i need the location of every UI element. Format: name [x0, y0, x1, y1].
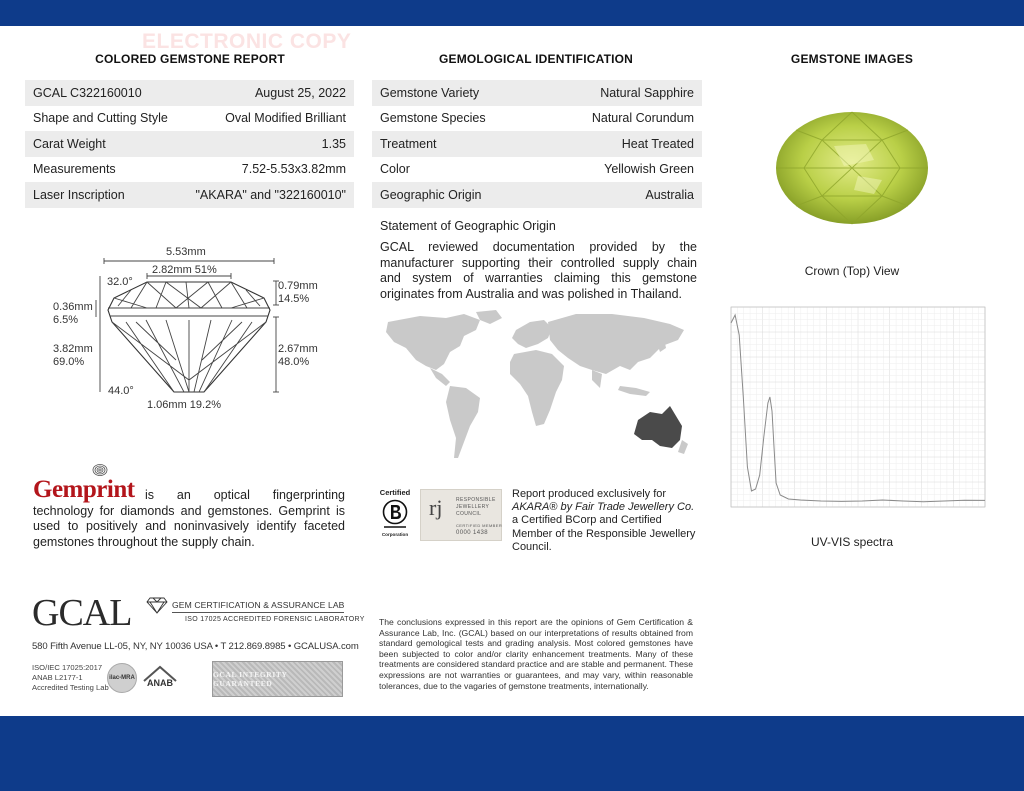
identification-row	[372, 157, 702, 183]
rjc-line2: JEWELLERY	[456, 504, 490, 510]
row-label: GCAL C322160010	[33, 85, 142, 100]
row-value: Natural Sapphire	[600, 85, 694, 100]
row-value: 1.35	[321, 136, 346, 151]
row-value: Oval Modified Brilliant	[225, 111, 346, 126]
ilac-label: ilac-MRA	[109, 675, 135, 681]
gemstone-image	[774, 110, 930, 226]
row-label: Geographic Origin	[380, 187, 482, 202]
table-label: 2.82mm 51%	[152, 264, 217, 276]
identification-row	[372, 106, 702, 132]
girdle-pct: 6.5%	[53, 314, 79, 326]
gemstone-drawing	[774, 110, 930, 226]
crown-height-pct: 14.5%	[278, 293, 310, 305]
spectrum-plot	[717, 303, 989, 523]
spectrum-grid	[731, 307, 985, 507]
accreditation-text	[32, 663, 112, 694]
row-value: "AKARA" and "322160010"	[195, 187, 346, 202]
depth-pct: 69.0%	[53, 356, 85, 368]
identification-row	[372, 80, 702, 106]
depth-label: 3.82mm	[53, 343, 93, 355]
row-value: Natural Corundum	[591, 111, 694, 126]
report-table	[25, 80, 354, 208]
row-label: Gemstone Variety	[380, 85, 480, 100]
rjc-line1: RESPONSIBLE	[456, 497, 496, 503]
identification-row	[372, 131, 702, 157]
bcorp-bottom-text: Corporation	[381, 532, 409, 537]
akara-line1: Report produced exclusively for	[512, 488, 667, 500]
top-band	[0, 0, 1024, 26]
world-map	[380, 308, 698, 470]
report-row	[25, 182, 354, 208]
integrity-seal	[212, 661, 343, 697]
report-row	[25, 80, 354, 106]
report-row	[25, 106, 354, 132]
rjc-member-number: 0000 1438	[456, 530, 488, 536]
gcal-subtitle: GEM CERTIFICATION & ASSURANCE LAB	[172, 600, 345, 610]
gcal-logo: GCAL	[32, 592, 132, 634]
origin-statement-body: GCAL reviewed documentation provided by the manufacturer supporting their controlled supply chain and system of warranties claiming this gemstone originates from Australia and was polished in Thailand.	[380, 240, 697, 301]
row-value: August 25, 2022	[254, 85, 346, 100]
report-row	[25, 157, 354, 183]
images-title: GEMSTONE IMAGES	[790, 52, 914, 66]
row-label: Gemstone Species	[380, 111, 486, 126]
proportion-diagram	[46, 240, 336, 415]
accreditation-line3: Accredited Testing Lab	[32, 683, 109, 693]
width-label: 5.53mm	[166, 246, 206, 258]
rjc-member-label: CERTIFIED MEMBER	[456, 523, 503, 528]
row-label: Color	[380, 162, 410, 177]
row-label: Shape and Cutting Style	[33, 111, 168, 126]
crown-view-caption: Crown (Top) View	[804, 264, 900, 278]
gcal-rule	[172, 612, 344, 613]
culet-label: 1.06mm 19.2%	[147, 399, 221, 411]
watermark: ELECTRONIC COPY	[142, 30, 352, 53]
crown-angle-label: 32.0°	[107, 276, 133, 288]
identification-title: GEMOLOGICAL IDENTIFICATION	[438, 52, 634, 66]
gemprint-logo: Gemprint	[33, 476, 135, 503]
pavilion-pct: 48.0%	[278, 356, 310, 368]
akara-statement	[512, 488, 702, 554]
report-row	[25, 131, 354, 157]
bcorp-badge	[377, 488, 413, 542]
row-value: Heat Treated	[621, 136, 694, 151]
gcal-subtitle2: ISO 17025 ACCREDITED FORENSIC LABORATORY	[185, 616, 365, 623]
accreditation-line2: ANAB L2177-1	[32, 673, 83, 683]
pavilion-label: 2.67mm	[278, 343, 318, 355]
akara-line3: a Certified BCorp and Certified Member of the Responsible Jewellery Council.	[512, 514, 696, 553]
integrity-label: GCAL INTEGRITY GUARANTEED	[213, 670, 288, 688]
identification-table	[372, 80, 702, 208]
row-value: Yellowish Green	[604, 162, 694, 177]
rjc-line3: COUNCIL	[456, 511, 482, 517]
bcorp-b-icon	[382, 499, 408, 529]
anab-seal	[140, 663, 180, 693]
accreditation-line1: ISO/IEC 17025:2017	[32, 663, 103, 672]
world-map-drawing	[380, 308, 698, 470]
rjc-badge	[420, 489, 502, 541]
row-label: Measurements	[33, 162, 116, 177]
row-label: Treatment	[380, 136, 437, 151]
bcorp-top-text: Certified	[379, 488, 411, 497]
row-label: Laser Inscription	[33, 187, 125, 202]
rjc-logo-icon: rj	[429, 495, 443, 520]
row-value: Australia	[645, 187, 694, 202]
origin-statement-title: Statement of Geographic Origin	[380, 219, 556, 233]
fingerprint-icon	[92, 463, 108, 476]
anab-label: ANAB	[147, 678, 173, 688]
row-value: 7.52-5.53x3.82mm	[241, 162, 346, 177]
akara-line2: AKARA® by Fair Trade Jewellery Co.	[512, 501, 695, 514]
gcal-address: 580 Fifth Avenue LL-05, NY, NY 10036 USA • T 212.869.8985 • GCALUSA.com	[32, 641, 359, 652]
bottom-band	[0, 716, 1024, 791]
report-title: COLORED GEMSTONE REPORT	[95, 52, 285, 66]
row-label: Carat Weight	[33, 136, 106, 151]
identification-row	[372, 182, 702, 208]
diamond-icon	[146, 596, 168, 614]
ilac-seal	[107, 663, 137, 693]
spectra-caption: UV-VIS spectra	[810, 535, 894, 549]
crown-height-label: 0.79mm	[278, 280, 318, 292]
disclaimer: The conclusions expressed in this report are the opinions of Gem Certification & Assurance Lab, Inc. (GCAL) based on our interpretations of results obtained from standard gemological tests and grading analysis. Most colored gemstones have been subjected to color and/or clarity enhancement treatments. Many of these treatments are considered standard practice and are stable and permanent. These expressions are not warranties or guarantees, and may vary, within reasonable tolerances, due to the vagaries of gemstone treatments, internationally.	[379, 617, 693, 691]
girdle-label: 0.36mm	[53, 301, 93, 313]
uv-vis-spectrum-chart	[717, 303, 989, 523]
pavilion-angle-label: 44.0°	[108, 385, 134, 397]
australia-highlight	[634, 406, 682, 448]
gemprint-description: is an optical fingerprinting technology for diamonds and gemstones. Gemprint is used to positively and noninvasively identify faceted gemstones throughout the supply chain.	[33, 488, 345, 549]
